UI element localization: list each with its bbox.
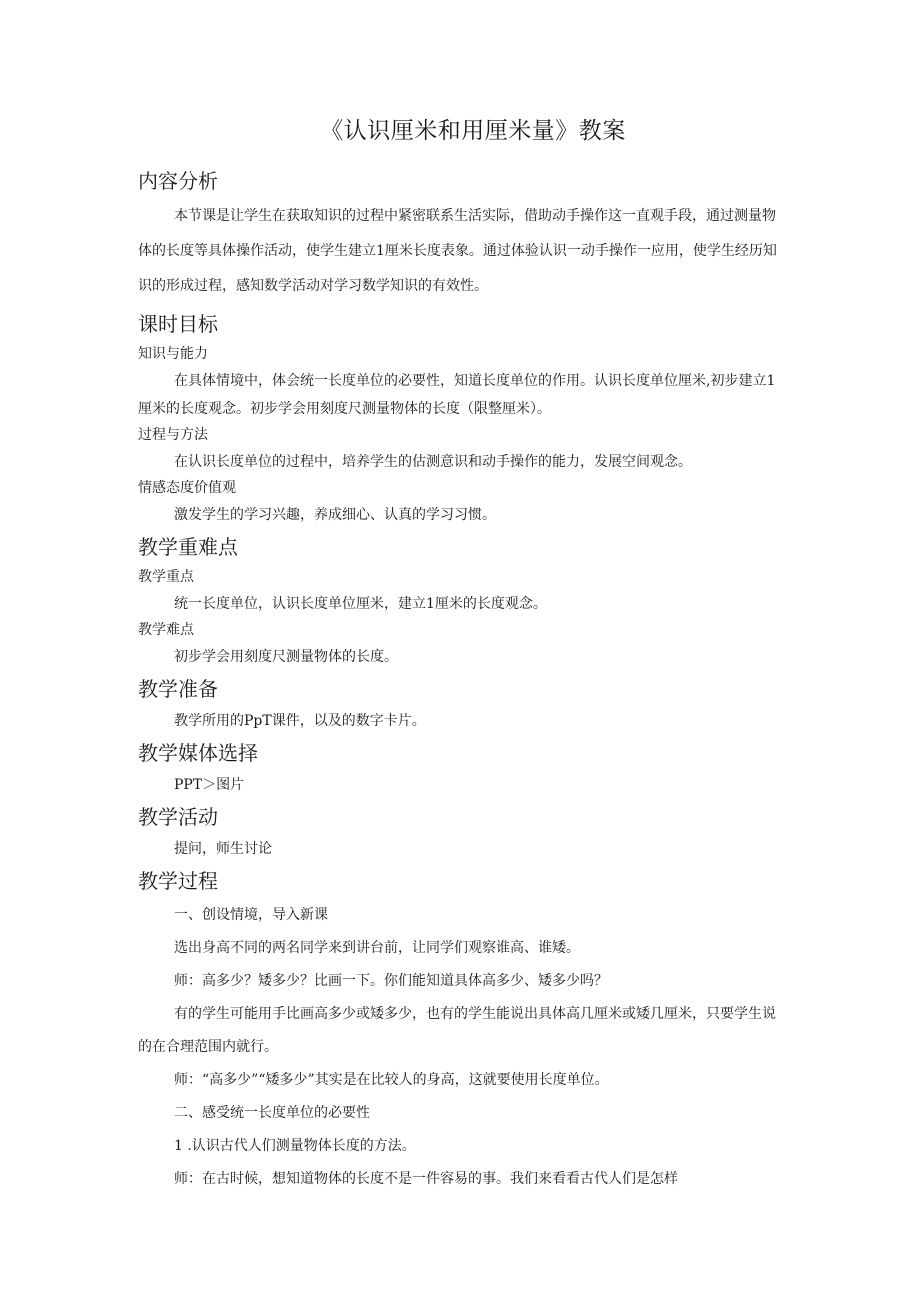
subheading-process: 过程与方法 <box>138 427 208 443</box>
section-key-points <box>138 533 788 671</box>
process-line: 师：在古时候，想知道物体的长度不是一件容易的事。我们来看看古代人们是怎样 <box>174 1171 678 1187</box>
subheading-attitude: 情感态度价值观 <box>138 480 236 496</box>
section-heading: 内容分析 <box>138 169 218 193</box>
paragraph: PPT＞图片 <box>174 777 245 793</box>
paragraph: 提问，师生讨论 <box>174 841 272 857</box>
section-heading: 教学活动 <box>138 805 218 829</box>
section-media <box>138 739 788 799</box>
process-line: 一、创设情境，导入新课 <box>174 907 328 923</box>
section-preparation <box>138 675 788 735</box>
document-title: 《认识厘米和用厘米量》教案 <box>320 118 626 144</box>
process-line: 二、感受统一长度单位的必要性 <box>174 1105 370 1121</box>
section-content-analysis <box>138 167 788 304</box>
process-line: 选出身高不同的两名同学来到讲台前，让同学们观察谁高、谁矮。 <box>174 940 580 956</box>
section-heading: 教学媒体选择 <box>138 741 258 765</box>
paragraph: 初步学会用刻度尺测量物体的长度。 <box>174 649 398 665</box>
section-activity <box>138 803 788 863</box>
process-line: 1 .认识古代人们测量物体长度的方法。 <box>174 1138 416 1154</box>
section-process <box>138 867 788 1196</box>
section-heading: 教学重难点 <box>138 535 238 559</box>
section-heading: 课时目标 <box>138 312 218 336</box>
subheading-knowledge: 知识与能力 <box>138 346 208 362</box>
section-objectives <box>138 310 788 529</box>
document-page <box>138 112 788 1196</box>
process-line: 师：高多少？矮多少？比画一下。你们能知道具体高多少、矮多少吗？ <box>174 973 608 989</box>
process-line: 有的学生可能用手比画高多少或矮多少，也有的学生能说出具体高几厘米或矮几厘米，只要学生说的在合理范围内就行。 <box>138 1006 776 1055</box>
section-heading: 教学过程 <box>138 869 218 893</box>
paragraph: 激发学生的学习兴趣，养成细心、认真的学习习惯。 <box>174 507 496 523</box>
section-heading: 教学准备 <box>138 677 218 701</box>
paragraph: 在认识长度单位的过程中，培养学生的估测意识和动手操作的能力，发展空间观念。 <box>174 454 692 470</box>
paragraph: 教学所用的PpT课件，以及的数字卡片。 <box>174 713 426 729</box>
subheading-difficulty: 教学难点 <box>138 622 194 638</box>
paragraph: 本节课是让学生在获取知识的过程中紧密联系生活实际，借助动手操作这一直观手段，通过测量物体的长度等具体操作活动，使学生建立1厘米长度表象。通过体验认识一动手操作一应用，使学生经历知识的形成过程，感知数学活动对学习数学知识的有效性。 <box>138 208 777 294</box>
paragraph: 统一长度单位，认识长度单位厘米，建立1厘米的长度观念。 <box>174 596 547 612</box>
paragraph: 在具体情境中，体会统一长度单位的必要性，知道长度单位的作用。认识长度单位厘米,初步建立1厘米的长度观念。初步学会用刻度尺测量物体的长度（限整厘米）。 <box>138 373 776 417</box>
subheading-focus: 教学重点 <box>138 569 194 585</box>
process-line: 师：“高多少”“矮多少”其实是在比较人的身高，这就要使用长度单位。 <box>174 1072 609 1088</box>
